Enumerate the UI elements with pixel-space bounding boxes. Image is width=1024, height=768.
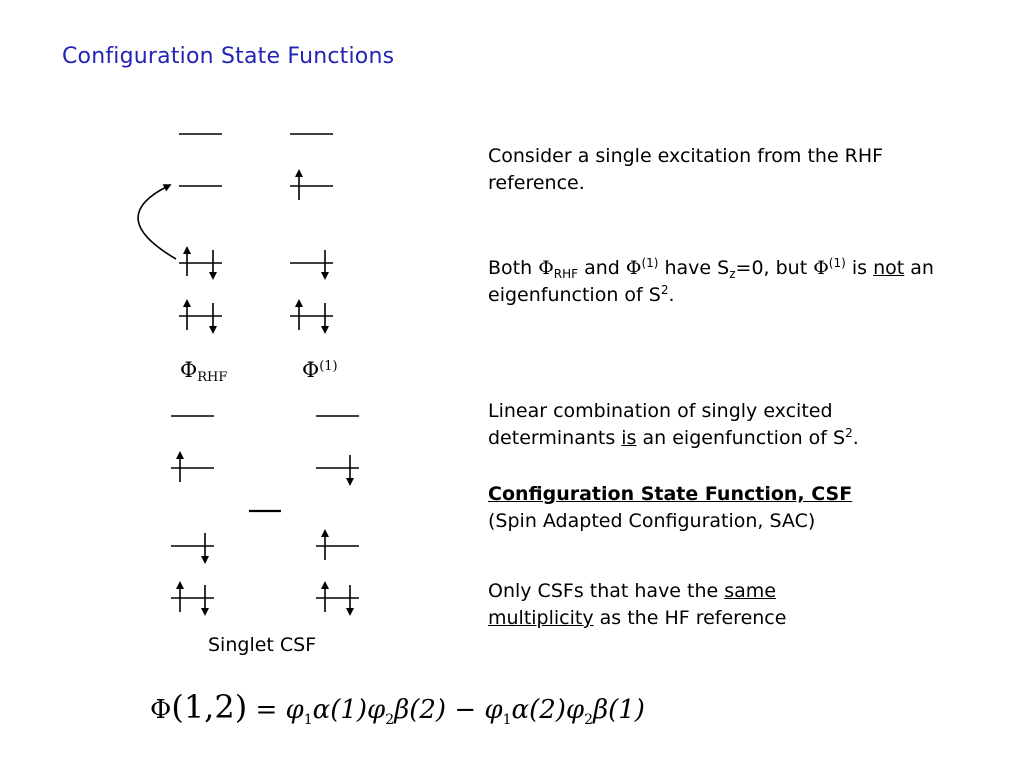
- csf-heading: Configuration State Function, CSF: [488, 483, 853, 505]
- note-csf-definition: [488, 481, 968, 535]
- rhf-determinant: [179, 134, 222, 330]
- note-linear-combination: Linear combination of singly excited determinants is an eigenfunction of $S^2$.: [488, 400, 859, 449]
- note-single-excitation: Consider a single excitation from the RHF reference.: [488, 145, 884, 194]
- note-eigenfunction: Both $\Phi_{RHF}$ and $\Phi^{(1)}$ have $S_z=0$, but $\Phi^{(1)}$ is not an eigenfunction of $S^2$.: [488, 256, 934, 306]
- label-phi-1: $\Phi^{(1)}$: [302, 358, 338, 382]
- excited-determinant: [290, 134, 333, 330]
- csf-determinant-right: [316, 416, 359, 612]
- csf-formula: $\Phi(1,2) = \varphi_1\alpha(1)\varphi_2\beta(2) - \varphi_1\alpha(2)\varphi_2\beta(1)$: [150, 688, 645, 728]
- slide-title: Configuration State Functions: [62, 44, 395, 69]
- sac-subheading: (Spin Adapted Configuration, SAC): [488, 510, 816, 532]
- singlet-csf-label: Singlet CSF: [208, 634, 317, 656]
- excitation-arrow: [138, 186, 176, 259]
- csf-determinant-left: [171, 416, 214, 612]
- label-phi-rhf: $\Phi_{RHF}$: [180, 358, 228, 385]
- note-multiplicity: Only CSFs that have the same multiplicity as the HF reference: [488, 580, 787, 629]
